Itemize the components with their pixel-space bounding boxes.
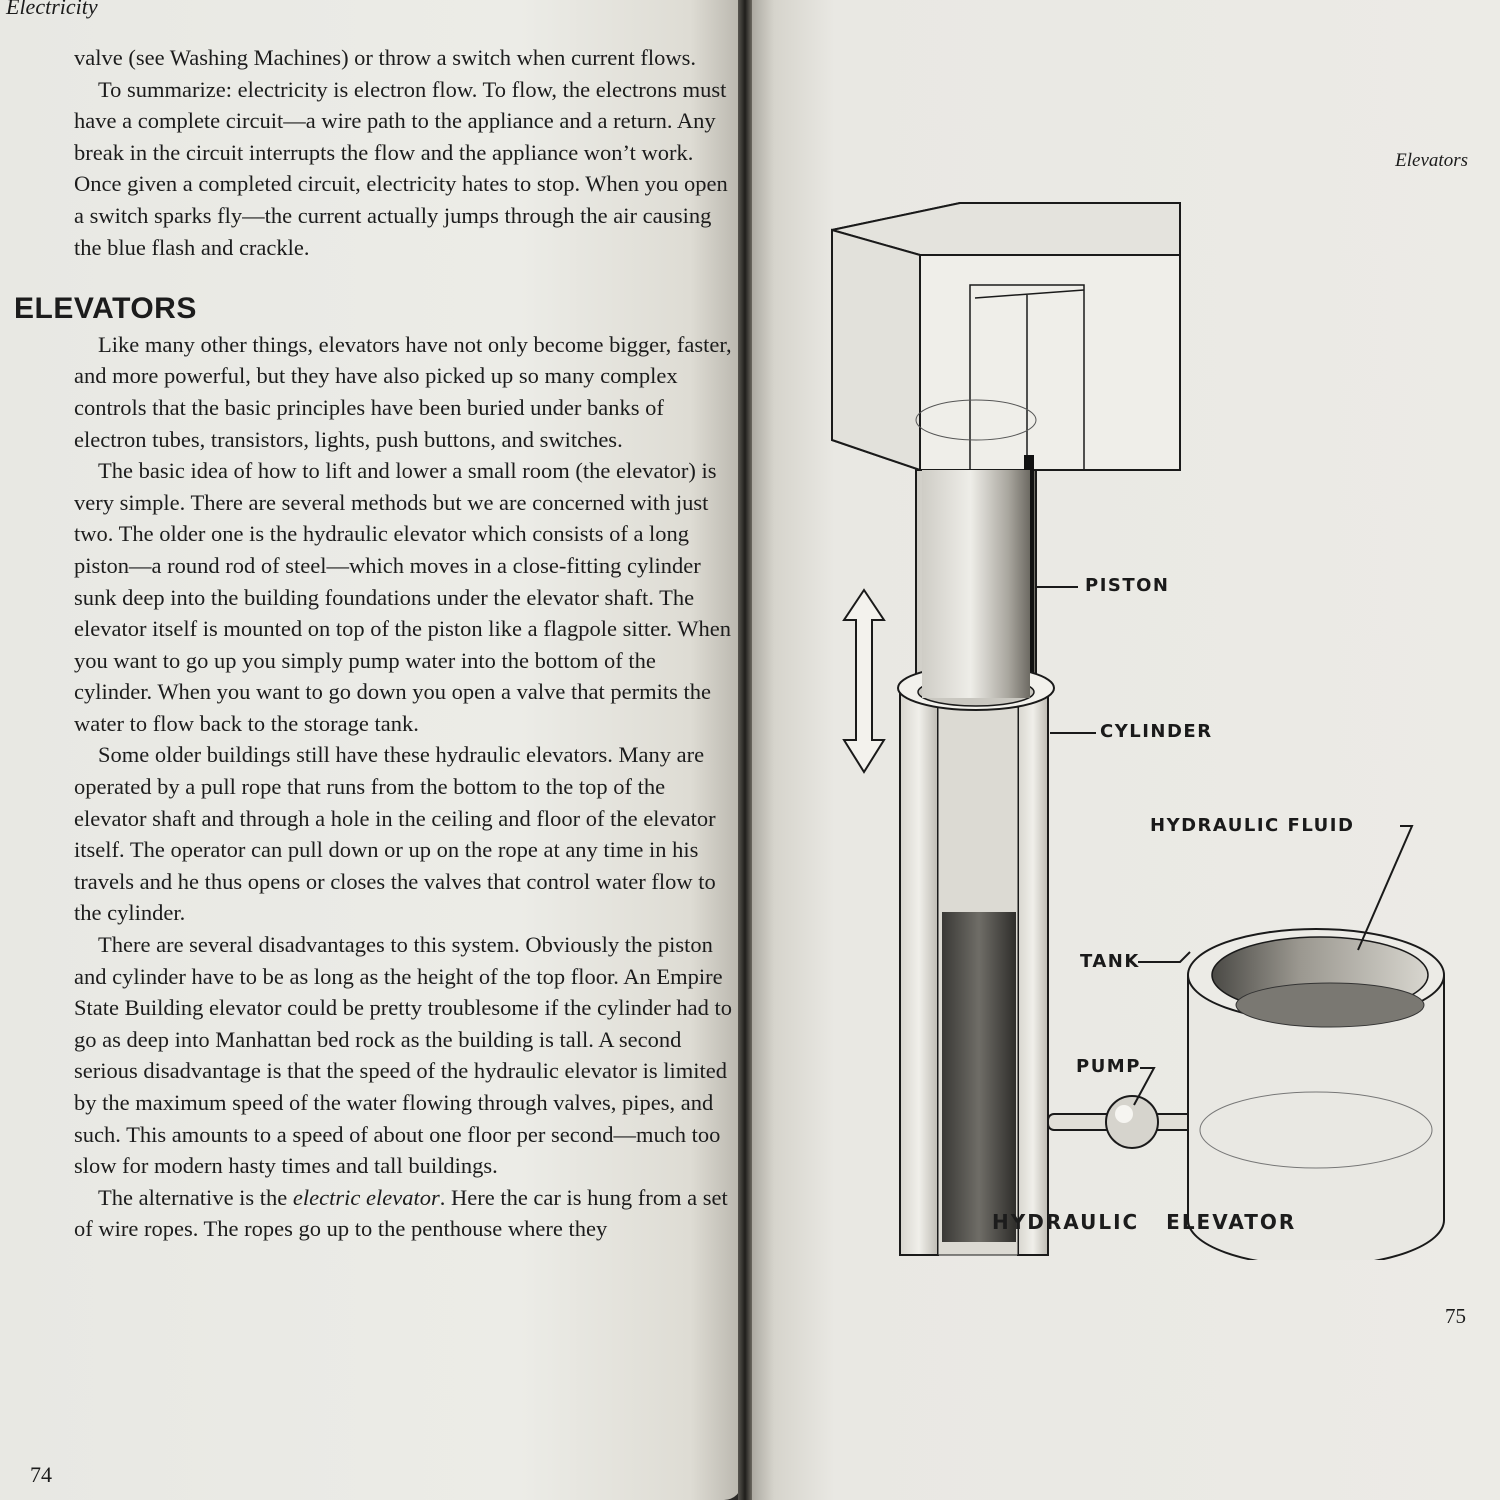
callout-tank: TANK (1080, 951, 1140, 972)
paragraph-older-buildings: Some older buildings still have these hydraulic elevators. Many are operated by a pull rope that runs from the bottom to the top of the elevator shaft and through a hole in the ceiling and floor of the elevator itself. The operator can pull down or up on the rope at any time in his travels and he thus opens or closes the valves that control water flow to the cylinder. (74, 742, 716, 926)
emphasis-electric-elevator: electric elevator (292, 1184, 440, 1210)
up-down-arrow-icon (844, 590, 884, 772)
left-text-block (14, 42, 734, 1245)
paragraph-intro: Like many other things, elevators have not only become bigger, faster, and more powerful, but they have also picked up so many complex controls that the basic principles have been buried under banks of electron tubes, transistors, lights, push buttons, and switches. (74, 331, 732, 452)
callout-pump: PUMP (1076, 1056, 1141, 1077)
running-head-right: Elevators (1395, 150, 1468, 171)
paragraph-disadvantages: There are several disadvantages to this system. Obviously the piston and cylinder have to be as long as the height of the top floor. An Empire State Building elevator could be pretty troublesome if the cylinder had to go as deep into Manhattan bed rock as the building is tall. A second serious disadvantage is that the speed of the hydraulic elevator is limited by the maximum speed of the water flowing through valves, pipes, and such. This amounts to a speed of about one floor per second—much too slow for modern hasty times and tall buildings. (74, 932, 732, 1179)
paragraph-summary: To summarize: electricity is electron flow. To flow, the electrons must have a complete circuit—a wire path to the appliance and a return. Any break in the circuit interrupts the flow and the appliance won’t work. Once given a completed circuit, electricity hates to stop. When you open a switch sparks fly—the current actually jumps through the air causing the blue flash and crackle. (74, 76, 728, 260)
callout-cylinder: CYLINDER (1100, 721, 1213, 742)
page-number-right: 75 (1445, 1304, 1466, 1328)
callout-piston: PISTON (1085, 575, 1170, 596)
text-run: . Here the car is hung from a set of wire ropes. The ropes go up to the penthouse where they (74, 1184, 728, 1242)
paragraph-electric-elevator (74, 1182, 734, 1245)
text-run: The alternative is the (98, 1184, 293, 1210)
page-number-left: 74 (30, 1462, 52, 1487)
section-heading: ELEVATORS (14, 292, 197, 326)
paragraph-basic-idea: The basic idea of how to lift and lower a small room (the elevator) is very simple. There are several methods but we are concerned with just two. The older one is the hydraulic elevator which consists of a long piston—a round rod of steel—which moves in a close-fitting cylinder sunk deep into the building foundations under the elevator shaft. The elevator itself is mounted on top of the piston like a flagpole sitter. When you want to go up you simply pump water into the bottom of the cylinder. When you want to go down you open a valve that permits the water to flow back to the storage tank. (74, 458, 731, 736)
pump (1048, 1096, 1193, 1148)
elevator-car (832, 203, 1180, 470)
book-gutter (738, 0, 752, 1500)
left-page (0, 0, 742, 1500)
callout-hydraulic-fluid: HYDRAULIC FLUID (1150, 815, 1355, 836)
running-head-left: Electricity (6, 0, 98, 19)
paragraph-continuation: valve (see Washing Machines) or throw a switch when current flows. (74, 45, 696, 70)
figure-caption: HYDRAULIC ELEVATOR (992, 1210, 1297, 1234)
hydraulic-elevator-illustration (760, 200, 1500, 1260)
